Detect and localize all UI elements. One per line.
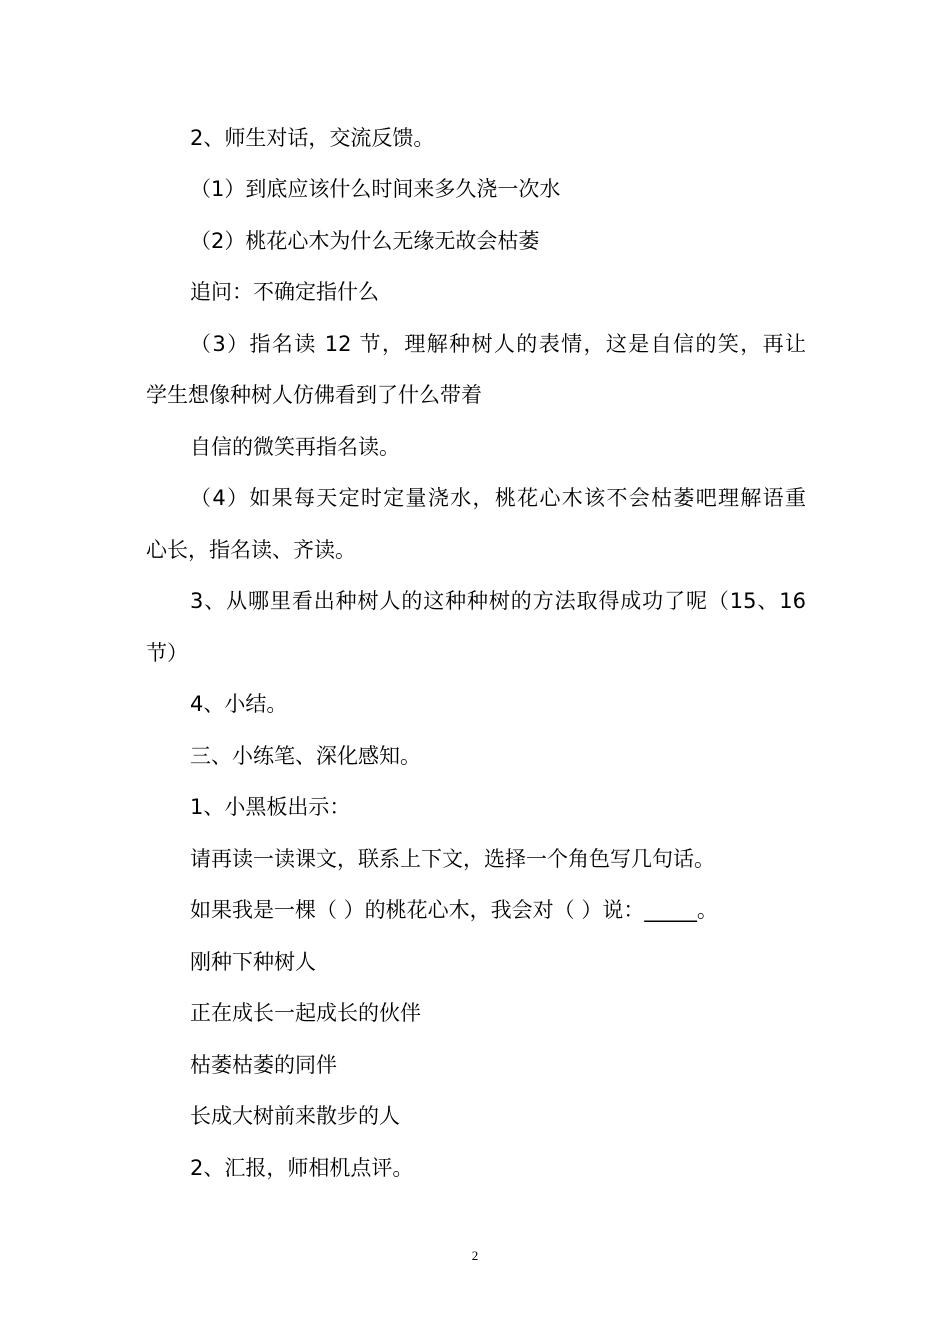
section-heading: 三、小练笔、深化感知。	[190, 744, 421, 768]
paragraph-line: 学生想像种树人仿佛看到了什么带着	[146, 383, 482, 407]
paragraph-line: 2、汇报，师相机点评。	[190, 1156, 414, 1180]
page-number: 2	[471, 1248, 479, 1263]
paragraph-line: 如果我是一棵（ ）的桃花心木，我会对（ ）说：_____。	[190, 898, 718, 922]
paragraph-line: 枯萎枯萎的同伴	[190, 1053, 337, 1077]
paragraph-line: （3）指名读 12 节，理解种树人的表情，这是自信的笑，再让	[190, 332, 806, 356]
paragraph-line: （4）如果每天定时定量浇水，桃花心木该不会枯萎吧理解语重	[190, 486, 806, 510]
paragraph-line: 3、从哪里看出种树人的这种种树的方法取得成功了呢（15、16	[190, 589, 806, 613]
paragraph-line: 刚种下种树人	[190, 950, 316, 974]
paragraph-line: 自信的微笑再指名读。	[190, 435, 400, 459]
paragraph-line: 长成大树前来散步的人	[190, 1104, 400, 1128]
paragraph-line: （2）桃花心木为什么无缘无故会枯萎	[190, 229, 540, 253]
paragraph-line: 节）	[146, 641, 188, 665]
paragraph-line: 2、师生对话，交流反馈。	[190, 126, 435, 150]
paragraph-line: 4、小结。	[190, 692, 288, 716]
paragraph-line: 正在成长一起成长的伙伴	[190, 1001, 421, 1025]
paragraph-line: 请再读一读课文，联系上下文，选择一个角色写几句话。	[190, 847, 715, 871]
paragraph-line: （1）到底应该什么时间来多久浇一次水	[190, 177, 561, 201]
paragraph-line: 心长，指名读、齐读。	[146, 538, 356, 562]
paragraph-line: 1、小黑板出示：	[190, 795, 351, 819]
paragraph-line: 追问：不确定指什么	[190, 280, 379, 304]
